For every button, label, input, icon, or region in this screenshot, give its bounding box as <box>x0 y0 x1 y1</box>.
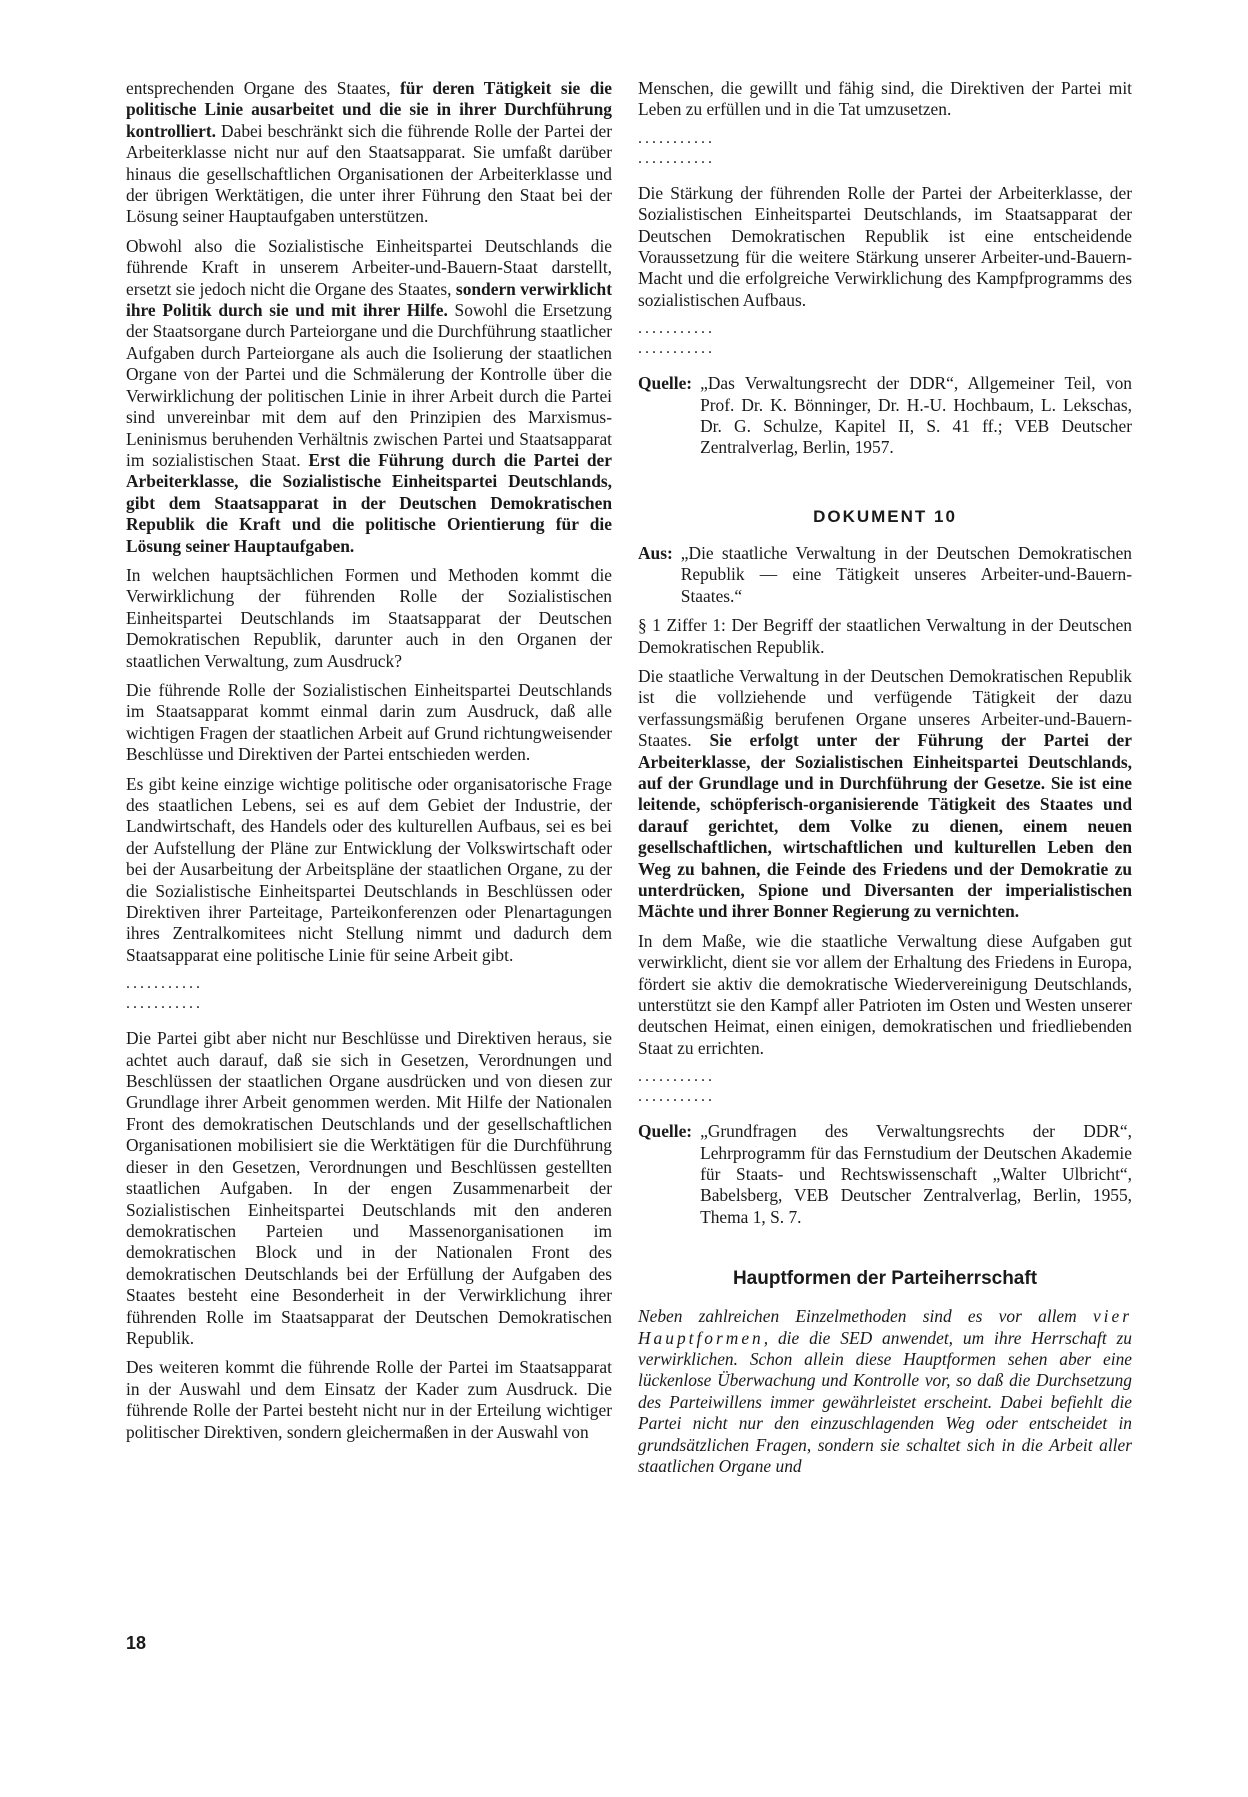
bold-text: sondern verwirklicht ihre Politik durch sie und mit ihrer Hilfe. <box>126 278 612 321</box>
paragraph: Menschen, die gewillt und fähig sind, die Direktiven der Partei mit Leben zu erfüllen und in die Tat umzusetzen. <box>638 78 1132 120</box>
dots-line: ........... <box>126 995 203 1013</box>
paragraph: § 1 Ziffer 1: Der Begriff der staatlichen Verwaltung in der Deutschen Demokratischen Republik. <box>638 615 1132 657</box>
ellipsis-separator <box>126 974 612 1014</box>
text-run: , die die SED anwendet, um ihre Herrschaft zu verwirklichen. Schon allein diese Hauptformen sehen aber eine lückenlose Überwachung und Kontrolle vor, so daß die Durchsetzung des Parteiwillens immer gewährleistet erscheint. Dabei befiehlt die Partei nicht nur den einzuschlagenden Weg oder entscheidet in grundsätzlichen Fragen, sondern sie schaltet sich in die Arbeit aller staatlichen Organe und <box>638 1327 1132 1477</box>
dots-line: ........... <box>638 320 715 338</box>
paragraph: In dem Maße, wie die staatliche Verwaltung diese Aufgaben gut verwirklicht, dient sie vor allem der Erhaltung des Friedens in Europa, fördert sie aktiv die demokratische Wiedervereinigung Deutschlands, unterstützt sie den Kampf aller Patrioten im Osten und Westen unserer deutschen Heimat, einen einigen, demokratischen und friedliebenden Staat zu errichten. <box>638 930 1132 1058</box>
text-run: Neben zahlreichen Einzelmethoden sind es vor allem <box>638 1306 1093 1327</box>
source-text: „Grundfragen des Verwaltungsrechts der DDR“, Lehrprogramm für das Fernstudium der Deutschen Akademie für Staats- und Rechtswissenschaft „Walter Ulbricht“, Babelsberg, VEB Deutscher Zentralverlag, Berlin, 1955, Thema 1, S. 7. <box>700 1121 1132 1227</box>
source-text: „Das Verwaltungsrecht der DDR“, Allgemeiner Teil, von Prof. Dr. K. Bönninger, Dr. H.-U. Hochbaum, L. Lekschas, Dr. G. Schulze, Kapitel II, S. 41 ff.; VEB Deutscher Zentralverlag, Berlin, 1957. <box>700 373 1132 458</box>
commentary <box>638 1306 1132 1477</box>
text-run: Obwohl also die Sozialistische Einheitspartei Deutschlands die führende Kraft in unserem Arbeiter-und-Bauern-Staat darstellt, ersetzt sie jedoch nicht die Organe des Staates, <box>126 235 612 299</box>
section-heading: Hauptformen der Parteiherrschaft <box>732 1268 1038 1290</box>
source-label: Quelle: <box>638 373 693 394</box>
dots-line: ........... <box>638 149 715 167</box>
paragraph: Die führende Rolle der Sozialistischen Einheitspartei Deutschlands im Staatsapparat kommt einmal darin zum Ausdruck, daß alle wichtigen Fragen der staatlichen Arbeit auf Grund richtungweisender Beschlüsse und Direktiven der Partei entschieden werden. <box>126 679 612 765</box>
text-run: Sowohl die Ersetzung der Staatsorgane durch Parteiorgane und die Durchführung staatlicher Aufgaben durch Parteiorgane als auch die Isolierung der staatlichen Organe von der Partei und die Schmälerung der Kontrolle über die Verwirklichung der politischen Linie in ihrer Arbeit durch die Partei sind unvereinbar mit dem auf den Prinzipien des Marxismus-Leninismus beruhenden Verhältnis zwischen Partei und Staatsapparat im sozialistischen Staat. <box>126 300 612 470</box>
source-citation <box>638 373 1132 459</box>
paragraph <box>126 78 612 228</box>
bold-text: für deren Tätigkeit sie die politische Linie ausarbeitet und die sie in ihrer Durchführung kontrolliert. <box>126 78 612 141</box>
text-run: Dabei beschränkt sich die führende Rolle der Partei der Arbeiterklasse nicht nur auf den Staatsapparat. Sie umfaßt darüber hinaus die gesellschaftlichen Organisationen der Arbeiterklasse und der übrigen Werktätigen, die unter ihrer Führung den Staat bei der Lösung seiner Hauptaufgaben unterstützen. <box>126 120 612 227</box>
paragraph: Des weiteren kommt die führende Rolle der Partei im Staatsapparat in der Auswahl und dem Einsatz der Kader zum Ausdruck. Die führende Rolle der Partei besteht nicht nur in der Erteilung wichtiger politischer Direktiven, sondern gleichermaßen in der Auswahl von <box>126 1357 612 1442</box>
dots-line: ........... <box>638 129 715 147</box>
paragraph: Die Stärkung der führenden Rolle der Partei der Arbeiterklasse, der Sozialistischen Einheitspartei Deutschlands, im Staatsapparat der Deutschen Demokratischen Republik ist eine entscheidende Voraussetzung für die weitere Stärkung unserer Arbeiter-und-Bauern-Macht und die erfolgreiche Verwirklichung des Kampfprogramms des sozialistischen Aufbaus. <box>638 182 1132 310</box>
ellipsis-separator <box>638 319 1132 359</box>
ellipsis-separator <box>638 1067 1132 1107</box>
text-run: Die staatliche Verwaltung in der Deutschen Demokratischen Republik ist die vollziehende und verfügende Tätigkeit der dazu verfassungsmäßig berufenen Organe unseres Arbeiter-und-Bauern-Staates. <box>638 665 1132 751</box>
paragraph: Die Partei gibt aber nicht nur Beschlüsse und Direktiven heraus, sie achtet auch darauf, daß sie sich in Gesetzen, Verordnungen und Beschlüssen der staatlichen Organe ausdrücken und von diesen zur Grundlage ihrer Arbeit genommen werden. Mit Hilfe der Nationalen Front des demokratischen Deutschlands und der gesellschaftlichen Organisationen mobilisiert sie die Werktätigen für die Durchführung dieser in den Gesetzen, Verordnungen und Beschlüssen gestellten staatlichen Aufgaben. In der engen Zusammenarbeit der Sozialistischen Einheitspartei Deutschlands mit den anderen demokratischen Parteien und Massenorganisationen im demokratischen Block und in der Nationalen Front des demokratischen Deutschlands bei der Erfüllung der Aufgaben des Staates besteht eine Besonderheit in der Verwirklichung ihrer führenden Rolle im Staatsapparat der Deutschen Demokratischen Republik. <box>126 1028 612 1348</box>
source-label: Quelle: <box>638 1121 693 1142</box>
paragraph <box>638 666 1132 923</box>
paragraph: In welchen hauptsächlichen Formen und Methoden kommt die Verwirklichung der führenden Rolle der Sozialistischen Einheitspartei Deutschlands im Staatsapparat der Deutschen Demokratischen Republik, darunter auch in den Organen der staatlichen Verwaltung, zum Ausdruck? <box>126 564 612 671</box>
ellipsis-separator <box>638 129 1132 169</box>
right-column <box>638 78 1132 1486</box>
bold-text: Sie erfolgt unter der Führung der Partei der Arbeiterklasse, der Sozialistischen Einheitspartei Deutschlands, auf der Grundlage und in Durchführung der Gesetze. Sie ist eine leitende, schöpferisch-organisierende Tätigkeit des Staates und darauf gerichtet, dem Volke zu dienen, einem neuen gesellschaftlichen, wirtschaftlichen und kulturellen Leben den Weg zu bahnen, die Feinde des Friedens und der Demokratie zu unterdrücken, Spione und Diversanten der imperialistischen Mächte und ihrer Bonner Regierung zu vernichten. <box>638 730 1132 922</box>
left-column <box>126 78 612 1451</box>
document-heading: DOKUMENT 10 <box>813 506 957 526</box>
dots-line: ........... <box>638 1068 715 1086</box>
text-run: entsprechenden Organe des Staates, <box>126 78 400 98</box>
aus-text: „Die staatliche Verwaltung in der Deutschen Demokratischen Republik — eine Tätigkeit unseres Arbeiter-und-Bauern-Staates.“ <box>680 542 1132 606</box>
page-number: 18 <box>126 1633 147 1653</box>
aus-label: Aus: <box>638 542 673 563</box>
aus-citation <box>638 543 1132 607</box>
paragraph <box>126 236 612 557</box>
dots-line: ........... <box>126 975 203 993</box>
bold-text: Erst die Führung durch die Partei der Arbeiterklasse, die Sozialistische Einheitspartei Deutschlands, gibt dem Staatsapparat in der Deutschen Demokratischen Republik die Kraft und die politische Orientierung für die Lösung seiner Hauptaufgaben. <box>126 449 612 556</box>
dots-line: ........... <box>638 340 715 358</box>
source-citation <box>638 1121 1132 1228</box>
dots-line: ........... <box>638 1088 715 1106</box>
spaced-text: vier Hauptformen <box>638 1306 1132 1348</box>
paragraph <box>638 1306 1132 1477</box>
paragraph: Es gibt keine einzige wichtige politische oder organisatorische Frage des staatlichen Lebens, sei es auf dem Gebiet der Industrie, der Landwirtschaft, des Handels oder des kulturellen Aufbaus, sei es bei der Aufstellung der Pläne zur Entwicklung der Volkswirtschaft oder bei der Ausarbeitung der Arbeitspläne der staatlichen Organe, zu der die Sozialistische Einheitspartei Deutschlands in Beschlüssen oder Direktiven ihrer Parteitage, Parteikonferenzen oder Plenartagungen ihres Zentralkomitees nicht Stellung nimmt und dadurch dem Staatsapparat eine politische Linie für seine Arbeit gibt. <box>126 773 612 965</box>
